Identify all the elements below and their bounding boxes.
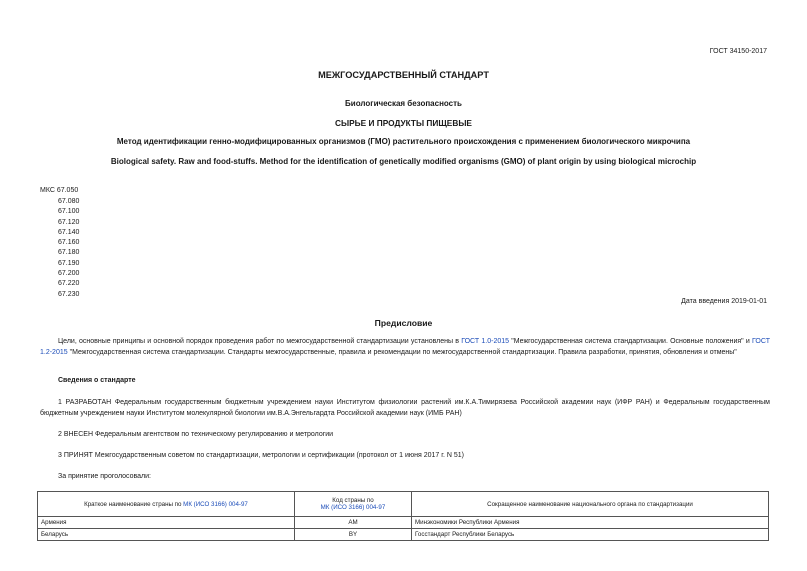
standards-body-header: Сокращенное наименование национального органа по стандартизации bbox=[412, 492, 769, 517]
standard-info-heading: Сведения о стандарте bbox=[58, 377, 136, 384]
mk-iso-link[interactable]: МК (ИСО 3166) 004-97 bbox=[183, 500, 248, 508]
gost-1-0-link[interactable]: ГОСТ 1.0-2015 bbox=[461, 338, 510, 345]
developer-paragraph: 1 РАЗРАБОТАН Федеральным государственным бюджетным учреждением науки Институтом физиологии растений им.К.А.Тимирязева Российской академии наук (ИФР РАН) и Федеральным государственным бюджетным учреждением науки Институтом молекулярной биологии им.В.А.Энгельгардта Российской академии наук (ИМБ РАН) bbox=[40, 399, 770, 417]
mks-label: МКС 67.050 bbox=[40, 187, 79, 194]
preface-text: Цели, основные принципы и основной порядок проведения работ по межгосударственной стандартизации установлены в bbox=[58, 338, 462, 345]
preface-text: "Межгосударственная система стандартизации. Основные положения" и bbox=[509, 338, 753, 345]
country-code-header bbox=[295, 492, 412, 517]
voting-countries-table bbox=[37, 491, 769, 541]
english-title: Biological safety. Raw and food-stuffs. Method for the identification of genetically modified organisms (GMO) of plant origin by using biological microchip bbox=[110, 157, 697, 166]
country-cell: Армения bbox=[38, 517, 295, 529]
russian-title: Метод идентификации генно-модифицированных организмов (ГМО) растительного происхождения с применением биологического микрочипа bbox=[116, 137, 691, 146]
mks-code-list bbox=[58, 197, 79, 300]
preface-text: "Межгосударственная система стандартизации. Стандарты межгосударственные, правила и рекомендации по межгосударственной стандартизации. Правила разработки, принятия, обновления и отмены" bbox=[67, 348, 737, 356]
preface-heading: Предисловие bbox=[374, 318, 433, 328]
document-code: ГОСТ 34150-2017 bbox=[709, 48, 767, 55]
mks-code: 67.140 bbox=[58, 228, 80, 236]
adopted-paragraph: 3 ПРИНЯТ Межгосударственным советом по стандартизации, метрологии и сертификации (протокол от 1 июня 2017 г. N 51) bbox=[58, 452, 464, 459]
standard-type-title: МЕЖГОСУДАРСТВЕННЫЙ СТАНДАРТ bbox=[318, 70, 489, 80]
preface-paragraph bbox=[40, 337, 770, 358]
table-header-row bbox=[38, 492, 769, 517]
code-cell: BY bbox=[295, 529, 412, 541]
table-row bbox=[38, 517, 769, 529]
products-title: СЫРЬЕ И ПРОДУКТЫ ПИЩЕВЫЕ bbox=[335, 118, 472, 128]
body-cell: Госстандарт Республики Беларусь bbox=[412, 529, 769, 541]
mks-code: 67.180 bbox=[58, 249, 80, 257]
mk-iso-link[interactable]: МК (ИСО 3166) 004-97 bbox=[320, 504, 386, 511]
country-cell: Беларусь bbox=[38, 529, 295, 541]
mks-code: 67.220 bbox=[58, 280, 80, 288]
gost-1-2-link[interactable]: ГОСТ 1.2-2015 bbox=[40, 338, 770, 356]
header-text: Код страны по bbox=[332, 497, 374, 504]
subject-title: Биологическая безопасность bbox=[345, 99, 462, 108]
mks-code: 67.230 bbox=[58, 290, 80, 298]
submitted-paragraph: 2 ВНЕСЕН Федеральным агентством по техническому регулированию и метрологии bbox=[58, 431, 334, 438]
mks-code: 67.100 bbox=[58, 208, 80, 216]
country-name-header bbox=[38, 492, 295, 517]
mks-code: 67.190 bbox=[58, 259, 80, 267]
mks-code: 67.080 bbox=[58, 198, 80, 205]
code-cell: AM bbox=[295, 517, 412, 529]
header-text: Краткое наименование страны по bbox=[84, 500, 184, 508]
mks-code: 67.200 bbox=[58, 270, 80, 278]
body-cell: Минэкономики Республики Армения bbox=[412, 517, 769, 529]
voted-label: За принятие проголосовали: bbox=[58, 473, 151, 480]
mks-code: 67.120 bbox=[58, 218, 80, 226]
introduction-date: Дата введения 2019-01-01 bbox=[681, 298, 767, 305]
table-row bbox=[38, 529, 769, 541]
mks-code: 67.160 bbox=[58, 239, 80, 247]
